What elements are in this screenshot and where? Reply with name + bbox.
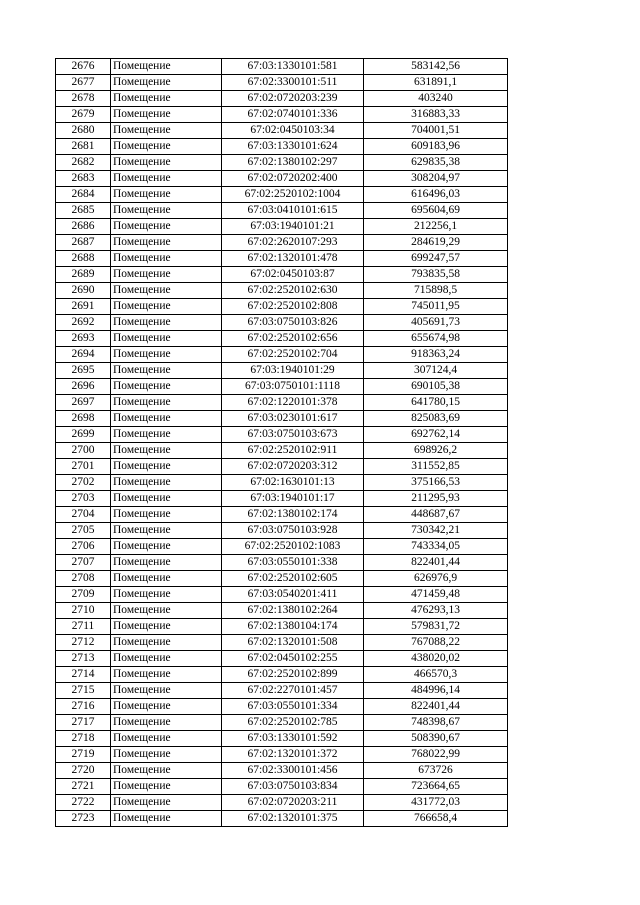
row-number-cell: 2696: [56, 379, 111, 395]
row-number-cell: 2722: [56, 795, 111, 811]
cadastral-number-cell: 67:03:0540201:411: [222, 587, 364, 603]
object-type-cell: Помещение: [111, 171, 222, 187]
object-type-cell: Помещение: [111, 491, 222, 507]
row-number-cell: 2717: [56, 715, 111, 731]
table-row: [56, 747, 508, 763]
value-cell: 730342,21: [364, 523, 508, 539]
value-cell: 212256,1: [364, 219, 508, 235]
table-row: [56, 603, 508, 619]
row-number-cell: 2720: [56, 763, 111, 779]
value-cell: 307124,4: [364, 363, 508, 379]
row-number-cell: 2716: [56, 699, 111, 715]
table-row: [56, 171, 508, 187]
cadastral-number-cell: 67:02:1220101:378: [222, 395, 364, 411]
value-cell: 748398,67: [364, 715, 508, 731]
table-row: [56, 555, 508, 571]
table-row: [56, 59, 508, 75]
object-type-cell: Помещение: [111, 187, 222, 203]
object-type-cell: Помещение: [111, 347, 222, 363]
row-number-cell: 2676: [56, 59, 111, 75]
cadastral-number-cell: 67:02:2520102:630: [222, 283, 364, 299]
table-row: [56, 811, 508, 827]
cadastral-number-cell: 67:02:1320101:375: [222, 811, 364, 827]
table-row: [56, 667, 508, 683]
cadastral-number-cell: 67:03:1330101:624: [222, 139, 364, 155]
cadastral-number-cell: 67:02:2520102:1004: [222, 187, 364, 203]
row-number-cell: 2694: [56, 347, 111, 363]
table-row: [56, 715, 508, 731]
row-number-cell: 2690: [56, 283, 111, 299]
cadastral-number-cell: 67:02:0720203:312: [222, 459, 364, 475]
object-type-cell: Помещение: [111, 475, 222, 491]
object-type-cell: Помещение: [111, 379, 222, 395]
row-number-cell: 2685: [56, 203, 111, 219]
table-row: [56, 411, 508, 427]
cadastral-number-cell: 67:02:2520102:704: [222, 347, 364, 363]
row-number-cell: 2705: [56, 523, 111, 539]
object-type-cell: Помещение: [111, 699, 222, 715]
row-number-cell: 2709: [56, 587, 111, 603]
table-row: [56, 379, 508, 395]
table-row: [56, 459, 508, 475]
value-cell: 768022,99: [364, 747, 508, 763]
cadastral-number-cell: 67:02:2520102:899: [222, 667, 364, 683]
object-type-cell: Помещение: [111, 651, 222, 667]
object-type-cell: Помещение: [111, 763, 222, 779]
cadastral-number-cell: 67:02:1380104:174: [222, 619, 364, 635]
object-type-cell: Помещение: [111, 811, 222, 827]
cadastral-number-cell: 67:02:1380102:264: [222, 603, 364, 619]
value-cell: 311552,85: [364, 459, 508, 475]
object-type-cell: Помещение: [111, 587, 222, 603]
value-cell: 695604,69: [364, 203, 508, 219]
object-type-cell: Помещение: [111, 331, 222, 347]
table-row: [56, 683, 508, 699]
row-number-cell: 2689: [56, 267, 111, 283]
table-row: [56, 315, 508, 331]
object-type-cell: Помещение: [111, 779, 222, 795]
object-type-cell: Помещение: [111, 91, 222, 107]
value-cell: 308204,97: [364, 171, 508, 187]
object-type-cell: Помещение: [111, 123, 222, 139]
cadastral-number-cell: 67:02:0450102:255: [222, 651, 364, 667]
object-type-cell: Помещение: [111, 251, 222, 267]
row-number-cell: 2711: [56, 619, 111, 635]
table-row: [56, 763, 508, 779]
table-row: [56, 779, 508, 795]
cadastral-number-cell: 67:02:0720203:211: [222, 795, 364, 811]
cadastral-value-table: [55, 58, 508, 827]
object-type-cell: Помещение: [111, 59, 222, 75]
row-number-cell: 2704: [56, 507, 111, 523]
object-type-cell: Помещение: [111, 795, 222, 811]
table-row: [56, 235, 508, 251]
table-row: [56, 363, 508, 379]
table-row: [56, 155, 508, 171]
object-type-cell: Помещение: [111, 555, 222, 571]
object-type-cell: Помещение: [111, 283, 222, 299]
cadastral-number-cell: 67:02:0450103:87: [222, 267, 364, 283]
table-row: [56, 107, 508, 123]
object-type-cell: Помещение: [111, 75, 222, 91]
value-cell: 822401,44: [364, 699, 508, 715]
cadastral-number-cell: 67:02:2520102:656: [222, 331, 364, 347]
value-cell: 431772,03: [364, 795, 508, 811]
row-number-cell: 2682: [56, 155, 111, 171]
table-row: [56, 427, 508, 443]
table-row: [56, 267, 508, 283]
table-row: [56, 443, 508, 459]
object-type-cell: Помещение: [111, 523, 222, 539]
value-cell: 476293,13: [364, 603, 508, 619]
table-row: [56, 251, 508, 267]
object-type-cell: Помещение: [111, 203, 222, 219]
row-number-cell: 2697: [56, 395, 111, 411]
value-cell: 579831,72: [364, 619, 508, 635]
row-number-cell: 2687: [56, 235, 111, 251]
value-cell: 484996,14: [364, 683, 508, 699]
cadastral-number-cell: 67:03:1330101:592: [222, 731, 364, 747]
cadastral-number-cell: 67:02:1320101:478: [222, 251, 364, 267]
object-type-cell: Помещение: [111, 139, 222, 155]
object-type-cell: Помещение: [111, 443, 222, 459]
row-number-cell: 2714: [56, 667, 111, 683]
value-cell: 793835,58: [364, 267, 508, 283]
value-cell: 704001,51: [364, 123, 508, 139]
object-type-cell: Помещение: [111, 683, 222, 699]
object-type-cell: Помещение: [111, 507, 222, 523]
value-cell: 629835,38: [364, 155, 508, 171]
value-cell: 743334,05: [364, 539, 508, 555]
table-row: [56, 283, 508, 299]
row-number-cell: 2713: [56, 651, 111, 667]
row-number-cell: 2699: [56, 427, 111, 443]
value-cell: 698926,2: [364, 443, 508, 459]
object-type-cell: Помещение: [111, 411, 222, 427]
table-row: [56, 395, 508, 411]
value-cell: 723664,65: [364, 779, 508, 795]
cadastral-number-cell: 67:03:0230101:617: [222, 411, 364, 427]
object-type-cell: Помещение: [111, 667, 222, 683]
object-type-cell: Помещение: [111, 427, 222, 443]
object-type-cell: Помещение: [111, 235, 222, 251]
cadastral-number-cell: 67:02:3300101:456: [222, 763, 364, 779]
row-number-cell: 2693: [56, 331, 111, 347]
table-row: [56, 635, 508, 651]
value-cell: 616496,03: [364, 187, 508, 203]
cadastral-number-cell: 67:02:0720202:400: [222, 171, 364, 187]
cadastral-number-cell: 67:03:0750103:826: [222, 315, 364, 331]
table-row: [56, 507, 508, 523]
object-type-cell: Помещение: [111, 299, 222, 315]
value-cell: 715898,5: [364, 283, 508, 299]
cadastral-number-cell: 67:02:2270101:457: [222, 683, 364, 699]
value-cell: 699247,57: [364, 251, 508, 267]
cadastral-number-cell: 67:02:0740101:336: [222, 107, 364, 123]
cadastral-number-cell: 67:02:1630101:13: [222, 475, 364, 491]
value-cell: 471459,48: [364, 587, 508, 603]
value-cell: 631891,1: [364, 75, 508, 91]
table-row: [56, 139, 508, 155]
row-number-cell: 2706: [56, 539, 111, 555]
row-number-cell: 2702: [56, 475, 111, 491]
object-type-cell: Помещение: [111, 315, 222, 331]
value-cell: 448687,67: [364, 507, 508, 523]
row-number-cell: 2688: [56, 251, 111, 267]
cadastral-number-cell: 67:02:3300101:511: [222, 75, 364, 91]
value-cell: 316883,33: [364, 107, 508, 123]
row-number-cell: 2683: [56, 171, 111, 187]
table-row: [56, 571, 508, 587]
value-cell: 375166,53: [364, 475, 508, 491]
value-cell: 508390,67: [364, 731, 508, 747]
object-type-cell: Помещение: [111, 107, 222, 123]
cadastral-number-cell: 67:03:0410101:615: [222, 203, 364, 219]
table-row: [56, 731, 508, 747]
row-number-cell: 2677: [56, 75, 111, 91]
cadastral-number-cell: 67:03:1330101:581: [222, 59, 364, 75]
object-type-cell: Помещение: [111, 219, 222, 235]
value-cell: 673726: [364, 763, 508, 779]
table-row: [56, 91, 508, 107]
object-type-cell: Помещение: [111, 571, 222, 587]
row-number-cell: 2700: [56, 443, 111, 459]
row-number-cell: 2710: [56, 603, 111, 619]
cadastral-number-cell: 67:03:0750103:928: [222, 523, 364, 539]
cadastral-number-cell: 67:03:0550101:338: [222, 555, 364, 571]
row-number-cell: 2680: [56, 123, 111, 139]
row-number-cell: 2703: [56, 491, 111, 507]
value-cell: 609183,96: [364, 139, 508, 155]
value-cell: 438020,02: [364, 651, 508, 667]
table-row: [56, 491, 508, 507]
cadastral-number-cell: 67:03:0750103:834: [222, 779, 364, 795]
row-number-cell: 2686: [56, 219, 111, 235]
row-number-cell: 2691: [56, 299, 111, 315]
row-number-cell: 2719: [56, 747, 111, 763]
object-type-cell: Помещение: [111, 747, 222, 763]
value-cell: 767088,22: [364, 635, 508, 651]
row-number-cell: 2721: [56, 779, 111, 795]
value-cell: 822401,44: [364, 555, 508, 571]
cadastral-number-cell: 67:03:1940101:21: [222, 219, 364, 235]
table-row: [56, 123, 508, 139]
cadastral-number-cell: 67:03:1940101:29: [222, 363, 364, 379]
row-number-cell: 2684: [56, 187, 111, 203]
table-row: [56, 187, 508, 203]
cadastral-number-cell: 67:02:2520102:911: [222, 443, 364, 459]
table-row: [56, 523, 508, 539]
value-cell: 405691,73: [364, 315, 508, 331]
object-type-cell: Помещение: [111, 715, 222, 731]
row-number-cell: 2715: [56, 683, 111, 699]
table-row: [56, 347, 508, 363]
cadastral-number-cell: 67:02:2520102:1083: [222, 539, 364, 555]
row-number-cell: 2718: [56, 731, 111, 747]
cadastral-number-cell: 67:02:2520102:605: [222, 571, 364, 587]
value-cell: 918363,24: [364, 347, 508, 363]
object-type-cell: Помещение: [111, 635, 222, 651]
value-cell: 655674,98: [364, 331, 508, 347]
object-type-cell: Помещение: [111, 619, 222, 635]
table-row: [56, 699, 508, 715]
value-cell: 745011,95: [364, 299, 508, 315]
row-number-cell: 2678: [56, 91, 111, 107]
value-cell: 466570,3: [364, 667, 508, 683]
value-cell: 690105,38: [364, 379, 508, 395]
table-row: [56, 331, 508, 347]
object-type-cell: Помещение: [111, 459, 222, 475]
table-body: [56, 59, 508, 827]
object-type-cell: Помещение: [111, 731, 222, 747]
row-number-cell: 2707: [56, 555, 111, 571]
cadastral-number-cell: 67:02:2520102:785: [222, 715, 364, 731]
cadastral-number-cell: 67:02:1380102:174: [222, 507, 364, 523]
object-type-cell: Помещение: [111, 539, 222, 555]
table-row: [56, 219, 508, 235]
row-number-cell: 2701: [56, 459, 111, 475]
table-row: [56, 75, 508, 91]
cadastral-number-cell: 67:02:0720203:239: [222, 91, 364, 107]
cadastral-number-cell: 67:02:1380102:297: [222, 155, 364, 171]
value-cell: 583142,56: [364, 59, 508, 75]
table-row: [56, 299, 508, 315]
table-row: [56, 539, 508, 555]
row-number-cell: 2708: [56, 571, 111, 587]
table-row: [56, 203, 508, 219]
table-row: [56, 651, 508, 667]
row-number-cell: 2695: [56, 363, 111, 379]
object-type-cell: Помещение: [111, 155, 222, 171]
table-row: [56, 795, 508, 811]
cadastral-number-cell: 67:03:0750103:673: [222, 427, 364, 443]
object-type-cell: Помещение: [111, 363, 222, 379]
cadastral-number-cell: 67:02:0450103:34: [222, 123, 364, 139]
row-number-cell: 2692: [56, 315, 111, 331]
cadastral-number-cell: 67:02:2620107:293: [222, 235, 364, 251]
row-number-cell: 2723: [56, 811, 111, 827]
value-cell: 211295,93: [364, 491, 508, 507]
value-cell: 626976,9: [364, 571, 508, 587]
cadastral-number-cell: 67:03:1940101:17: [222, 491, 364, 507]
value-cell: 692762,14: [364, 427, 508, 443]
value-cell: 766658,4: [364, 811, 508, 827]
cadastral-number-cell: 67:02:1320101:508: [222, 635, 364, 651]
value-cell: 641780,15: [364, 395, 508, 411]
table-row: [56, 475, 508, 491]
cadastral-number-cell: 67:03:0750101:1118: [222, 379, 364, 395]
row-number-cell: 2679: [56, 107, 111, 123]
object-type-cell: Помещение: [111, 267, 222, 283]
cadastral-number-cell: 67:02:2520102:808: [222, 299, 364, 315]
table-row: [56, 619, 508, 635]
row-number-cell: 2712: [56, 635, 111, 651]
table-row: [56, 587, 508, 603]
row-number-cell: 2681: [56, 139, 111, 155]
object-type-cell: Помещение: [111, 603, 222, 619]
value-cell: 284619,29: [364, 235, 508, 251]
row-number-cell: 2698: [56, 411, 111, 427]
object-type-cell: Помещение: [111, 395, 222, 411]
value-cell: 825083,69: [364, 411, 508, 427]
cadastral-number-cell: 67:03:0550101:334: [222, 699, 364, 715]
value-cell: 403240: [364, 91, 508, 107]
cadastral-number-cell: 67:02:1320101:372: [222, 747, 364, 763]
